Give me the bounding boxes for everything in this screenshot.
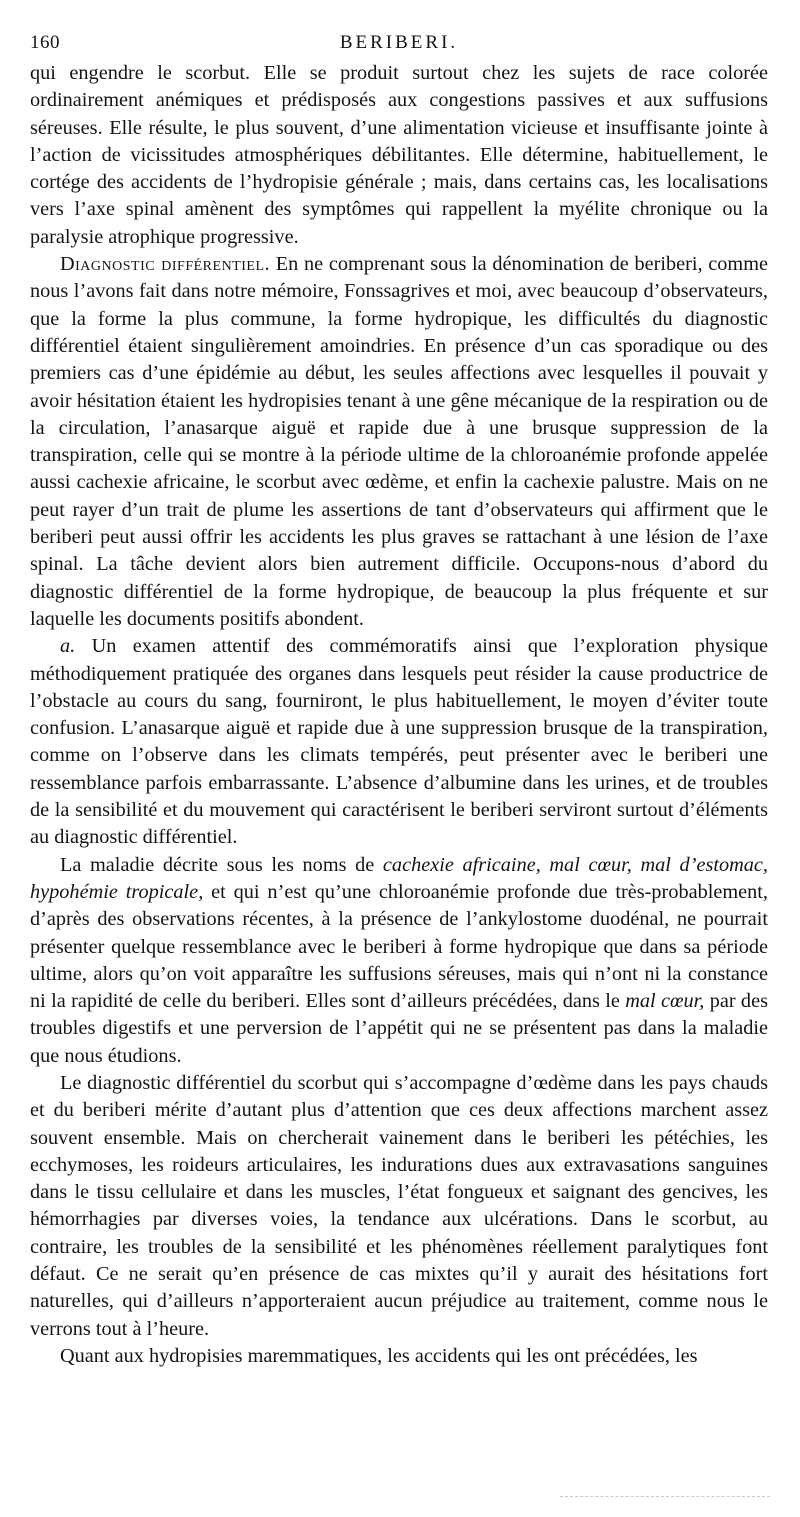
body-text [30, 60, 768, 1370]
paragraph-cachexie [30, 852, 768, 1070]
paragraph-diagnostic-differentiel [30, 251, 768, 633]
section-heading: Diagnostic différentiel. [60, 253, 271, 276]
book-page [30, 22, 768, 1370]
list-marker: a. [60, 635, 76, 658]
page-header [30, 22, 768, 58]
italic-terms: cachexie africaine, mal cœur, mal d’estomac, hypohémie tropicale, [30, 853, 768, 903]
paragraph-text: La maladie décrite sous les noms de [60, 853, 375, 876]
bottom-rule [560, 1496, 770, 1497]
italic-term: mal cœur, [625, 990, 705, 1013]
paragraph-continuation: qui engendre le scorbut. Elle se produit surtout chez les sujets de race colorée ordinairement anémiques et prédisposés aux congestions passives et aux suffusions séreuses. Elle résulte, le plus souvent, d’une alimentation vicieuse et insuffisante jointe à l’action de vicissitudes atmosphériques débilitantes. Elle détermine, habituellement, le cortége des accidents de l’hydropisie générale ; mais, dans certains cas, les localisations vers l’axe spinal amènent des symptômes qui rappellent la myélite chronique ou la paralysie atrophique progressive. [30, 62, 768, 248]
paragraph-text: par des troubles digestifs et une perversion de l’appétit qui ne se présentent pas dans la maladie que nous étudions. [30, 990, 768, 1067]
running-head: BERIBERI. [339, 32, 459, 53]
paragraph-text: Un examen attentif des commémoratifs ainsi que l’exploration physique méthodiquement pratiquée des organes dans lesquels peut résider la cause productrice de l’obstacle au cours du sang, fourniront, le plus habituellement, le moyen d’éviter toute confusion. L’anasarque aiguë et rapide due à une suppression brusque de la transpiration, comme on l’observe dans les climats tempérés, peut présenter avec le beriberi une ressemblance parfois embarrassante. L’absence d’albumine dans les urines, et de troubles de la sensibilité et du mouvement qui caractérisent le beriberi serviront surtout d’éléments au diagnostic différentiel. [30, 635, 768, 849]
paragraph-text: et qui n’est qu’une chloroanémie profonde due très-probablement, d’après des observations récentes, à la présence de l’ankylostome duodénal, ne pourrait présenter quelque ressemblance avec le beriberi à forme hydropique que dans sa période ultime, alors qu’on voit apparaître les suffusions séreuses, mais qui n’ont ni la constance ni la rapidité de celle du beriberi. Elles sont d’ailleurs précédées, dans le [30, 880, 768, 1013]
page-number: 160 [30, 32, 60, 53]
paragraph-a [30, 633, 768, 851]
paragraph-text: En ne comprenant sous la dénomination de beriberi, comme nous l’avons fait dans notre mémoire, Fonssagrives et moi, avec beaucoup d’observateurs, que la forme la plus commune, la forme hydropique, les difficultés du diagnostic différentiel étaient singulièrement amoindries. En présence d’un cas sporadique ou des premiers cas d’une épidémie au début, les seules affections avec lesquelles il pouvait y avoir hésitation étaient les hydropisies tenant à une gêne mécanique de la respiration ou de la circulation, l’anasarque aiguë et rapide due à une brusque suppression de la transpiration, celle qui se montre à la période ultime de la chloroanémie profonde appelée aussi cachexie africaine, le scorbut avec œdème, et enfin la cachexie palustre. Mais on ne peut rayer d’un trait de plume les assertions de tant d’observateurs qui affirment que le beriberi peut aussi offrir les accidents les plus graves se rattachant à une lésion de l’axe spinal. La tâche devient alors bien autrement difficile. Occupons-nous d’abord du diagnostic différentiel de la forme hydropique, de beaucoup la plus fréquente et sur laquelle les documents positifs abondent. [30, 253, 768, 630]
paragraph-scorbut: Le diagnostic différentiel du scorbut qui s’accompagne d’œdème dans les pays chauds et du beriberi mérite d’autant plus d’attention que ces deux affections marchent assez souvent ensemble. Mais on chercherait vainement dans le beriberi les pétéchies, les ecchymoses, les roideurs articulaires, les indurations dues aux extravasations sanguines dans le tissu cellulaire et dans les muscles, l’état fongueux et saignant des gencives, les hémorrhagies par diverses voies, la tendance aux ulcérations. Dans le scorbut, au contraire, les troubles de la sensibilité et les phénomènes réellement paralytiques font défaut. Ce ne serait qu’en présence de cas mixtes qu’il y aurait des hésitations fort naturelles, qui d’ailleurs n’apporteraient aucun préjudice au traitement, comme nous le verrons tout à l’heure. [30, 1071, 768, 1340]
paragraph-hydropisies: Quant aux hydropisies maremmatiques, les accidents qui les ont précédées, les [60, 1344, 698, 1367]
